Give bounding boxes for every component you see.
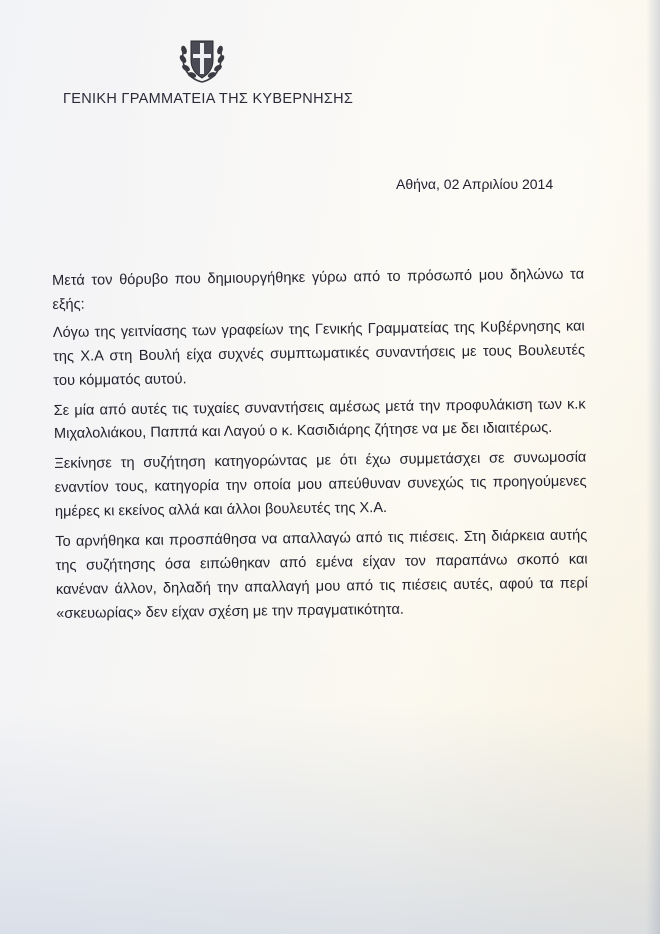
paragraph-3: Σε μία από αυτές τις τυχαίες συναντήσεις αμέσως μετά την προφυλάκιση των κ.κ Μιχαλολιάκου, Παππά και Λαγού ο κ. Κασιδιάρης ζήτησε να με δει ιδιαιτέρως. <box>53 396 586 443</box>
paragraph-4: Ξεκίνησε τη συζήτηση κατηγορώντας με ότι έχω συμμετάσχει σε συνωμοσία εναντίον τους, κατηγορία την οποία μου απεύθυναν συνεχώς τις προηγούμενες ημέρες κι εκείνος αλλά και άλλοι βουλευτές της Χ.Α. <box>54 449 587 521</box>
paragraph-2: Λόγω της γειτνίασης των γραφείων της Γενικής Γραμματείας της Κυβέρνησης και της Χ.Α στη Βουλή είχα συχνές συμπτωματικές συναντήσεις με τους Βουλευτές του κόμματός αυτού. <box>52 318 586 389</box>
organization-title: ΓΕΝΙΚΗ ΓΡΑΜΜΑΤΕΙΑ ΤΗΣ ΚΥΒΕΡΝΗΣΗΣ <box>63 91 354 107</box>
letter-date: Αθήνα, 02 Απριλίου 2014 <box>396 176 554 192</box>
greek-coat-of-arms-icon <box>178 32 226 86</box>
paragraph-5: Το αρνήθηκα και προσπάθησα να απαλλαγώ από τις πιέσεις. Στη διάρκεια αυτής της συζήτησης όσα ειπώθηκαν από εμένα είχαν τον παραπάνω σκοπό και κανέναν άλλον, δηλαδή την απαλλαγή μου από τις πιέσεις αυτές, αφού τα περί «σκευωρίας» δεν είχαν σχέση με την πραγματικότητα. <box>55 527 588 622</box>
paragraph-1: Μετά τον θόρυβο που δημιουργήθηκε γύρω από το πρόσωπό μου δηλώνω τα εξής: <box>52 266 585 313</box>
letter-body <box>52 264 588 627</box>
